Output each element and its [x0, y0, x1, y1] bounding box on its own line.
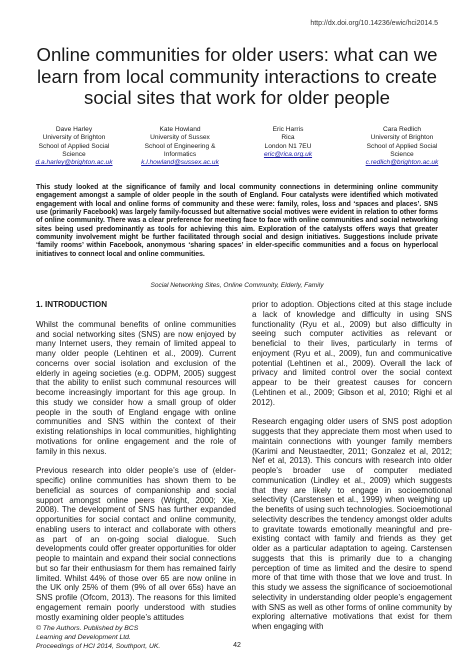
- page-number: 42: [233, 642, 241, 649]
- keywords: Social Networking Sites, Online Community, Elderly, Family: [150, 282, 324, 289]
- author-2: [130, 126, 230, 167]
- footer-line: © The Authors. Published by BCS: [36, 625, 139, 632]
- author-affiliation: University of Sussex: [150, 134, 210, 142]
- author-affiliation: Science: [62, 150, 86, 158]
- author-3: [250, 126, 326, 159]
- doi-link[interactable]: http://dx.doi.org/10.14236/ewic/hci2014.5: [310, 20, 438, 27]
- right-column: [252, 300, 452, 642]
- author-affiliation: School of Applied Social: [38, 142, 110, 150]
- author-1: [26, 126, 122, 167]
- author-name: Eric Harris: [272, 126, 304, 133]
- author-affiliation: London N1 7EU: [264, 142, 312, 150]
- abstract: This study looked at the significance of family and local community connections in determining online community engagement amongst a sample of older people in the south of England. Four catalysts were identified which motivated engagement with local and online forms of community and these were: family, roles, loss and ‘spaces and places’. SNS use (primarily Facebook) was largely family-focussed but alternative social motives were evident in relation to other forms of online community. There was a clear preference for meeting face to face with online communities and social networking sites being used predominantly as tools for achieving this aim. Exploration of the catalysts offers ways that greater community involvement might be further facilitated through social and design initiatives. Suggestions include private ‘family rooms’ within Facebook, anonymous ‘sharing spaces’ in elder-specific communities and a focus on hyperlocal initiatives to connect local and online communities.: [36, 184, 438, 258]
- author-affiliation: Rica: [281, 134, 295, 142]
- author-email[interactable]: eric@rica.org.uk: [263, 150, 313, 158]
- author-affiliation: School of Engineering &: [144, 142, 216, 150]
- paper-title: Online communities for older users: what can we learn from local community interactions to create social sites that work for older people: [36, 44, 438, 108]
- left-column: [36, 300, 236, 632]
- author-name: Kate Howland: [159, 126, 201, 133]
- author-name: Cara Redlich: [382, 126, 422, 133]
- author-affiliation: University of Brighton: [42, 134, 106, 142]
- author-affiliation: Informatics: [163, 150, 197, 158]
- author-affiliation: Science: [390, 150, 414, 158]
- author-name: Dave Harley: [55, 126, 93, 133]
- body-paragraph: Previous research into older people’s use of (elder-specific) online communities has shown them to be beneficial as sources of companionship and social support amongst online peers (Wright, 2000; Xie, 2008). The development of SNS has further expanded opportunities for social contact and online community, enabling users to interact and collaborate with others as part of an on-going social dialogue. Such developments could offer greater opportunities for older people to maintain and expand their social connections but so far their enthusiasm for them has remained fairly limited. Whilst 44% of those over 65 are now online in the UK only 25% of them (9% of all over 65s) have an SNS profile (Ofcom, 2013). The reasons for this limited engagement remain poorly understood with studies mostly examining older people’s attitudes: [36, 466, 236, 622]
- body-paragraph: Research engaging older users of SNS post adoption suggests that they appreciate them most when used to maintain connections with younger family members (Karimi and Neustaedter, 2011; Gonzalez et al, 2012; Nef et al, 2013). This concurs with research into older people’s broader use of computer mediated communication (Lindley et al., 2009) which suggests that they are likely to engage in socioemotional selectivity (Carstensen et al., 1999) when weighing up the benefits of using such technologies. Socioemotional selectivity describes the tendency amongst older adults to gravitate towards emotionally meaningful and pre-existing contact with family and friends as they get older as a particular adaptation to ageing. Carstensen suggests that this is primarily due to a changing perception of time as limited and the desire to spend more of that time with those that we love and trust. In this study we assess the significance of socioemotional selectivity in understanding older people’s engagement with SNS as well as other forms of online community by exploring alternative motivations that exist for them when engaging with: [252, 417, 452, 631]
- author-email[interactable]: c.redlich@brighton.ac.uk: [365, 159, 439, 167]
- author-4: [352, 126, 452, 167]
- body-paragraph: prior to adoption. Objections cited at this stage include a lack of knowledge and difficulty in using SNS functionality (Ryu et al., 2009) but also difficulty in seeing such computer activities as relevant or beneficial to their lives, particularly in terms of enjoyment (Ryu et al., 2009), fun and communicative potential (Lehtinen et al., 2009). Overall the lack of privacy and limited control over the social context appear to be their greatest causes for concern (Lehtinen et al., 2009; Gibson et al, 2010; Righi et al 2012).: [252, 300, 452, 407]
- author-affiliation: School of Applied Social: [366, 142, 438, 150]
- body-paragraph: Whilst the communal benefits of online communities and social networking sites (SNS) are now enjoyed by many Internet users, they remain of limited appeal to many older people (Lehtinen et al., 2009). Current concerns over social isolation and exclusion of the elderly in ageing societies (e.g. ODPM, 2005) suggest that the ability to enlist such communal resources will become increasingly important for this age group. In this study we consider how a small group of older people in the south of England engage with online communities and SNS within the context of their existing relationships in local communities, highlighting motivations for online engagement and the role of family in this nexus.: [36, 319, 236, 456]
- author-email[interactable]: d.a.harley@brighton.ac.uk: [35, 159, 113, 167]
- footer-line: Learning and Development Ltd.: [36, 634, 131, 641]
- footer-line: Proceedings of HCI 2014, Southport, UK.: [36, 643, 161, 650]
- author-email[interactable]: k.l.howland@sussex.ac.uk: [141, 159, 219, 167]
- author-block: [26, 126, 456, 176]
- section-heading: 1. INTRODUCTION: [36, 300, 108, 309]
- author-affiliation: University of Brighton: [370, 134, 434, 142]
